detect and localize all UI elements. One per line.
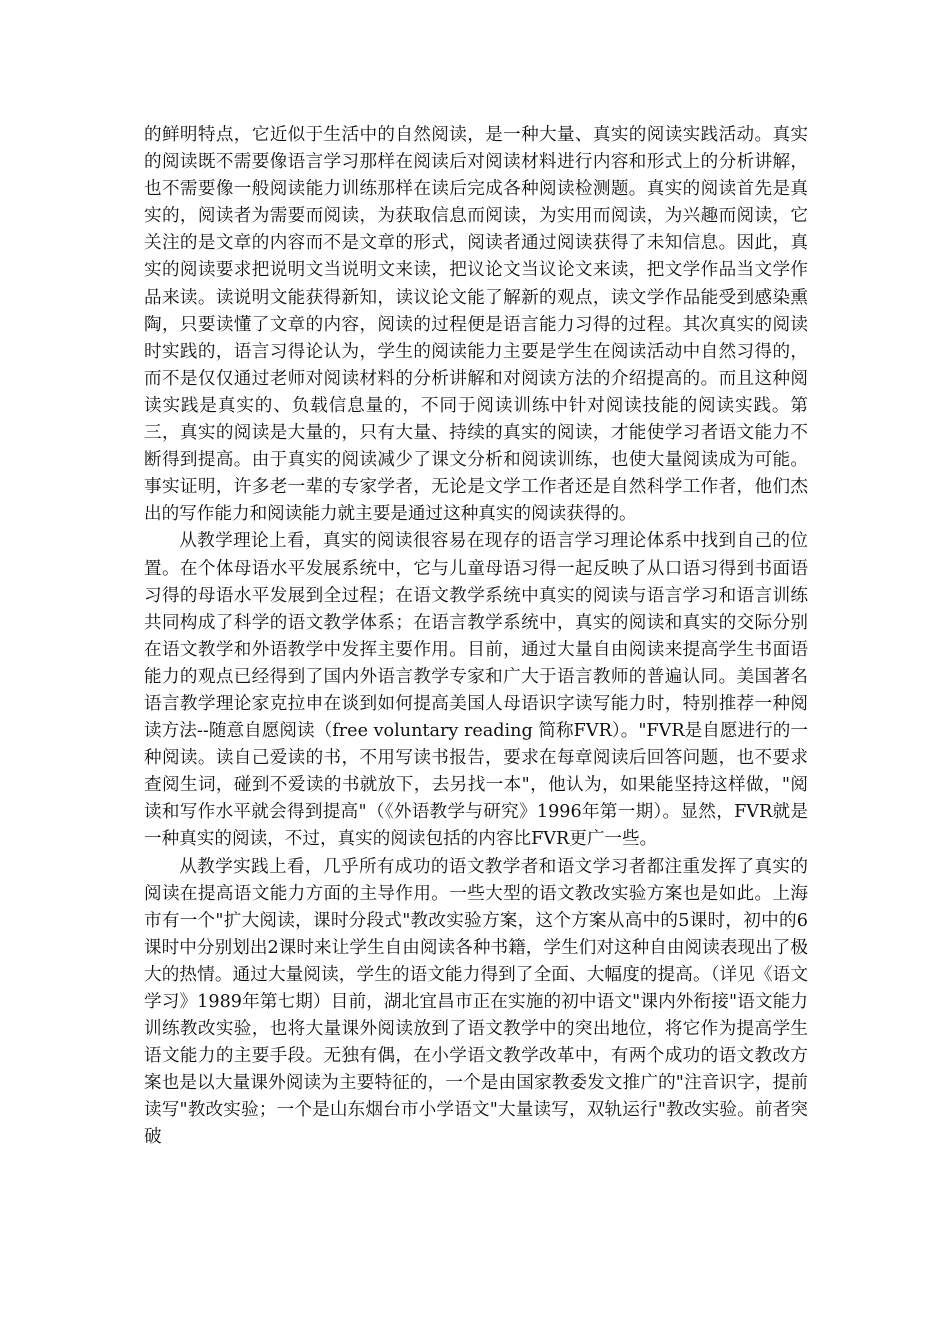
- paragraph: 的鲜明特点，它近似于生活中的自然阅读，是一种大量、真实的阅读实践活动。真实的阅读既不需要像语言学习那样在阅读后对阅读材料进行内容和形式上的分析讲解，也不需要像一般阅读能力训练那样在读后完成各种阅读检测题。真实的阅读首先是真实的，阅读者为需要而阅读，为获取信息而阅读，为实用而阅读，为兴趣而阅读，它关注的是文章的内容而不是文章的形式，阅读者通过阅读获得了未知信息。因此，真实的阅读要求把说明文当说明文来读，把议论文当议论文来读，把文学作品当文学作品来读。读说明文能获得新知，读议论文能了解新的观点，读文学作品能受到感染熏陶，只要读懂了文章的内容，阅读的过程便是语言能力习得的过程。其次真实的阅读时实践的，语言习得论认为，学生的阅读能力主要是学生在阅读活动中自然习得的，而不是仅仅通过老师对阅读材料的分析讲解和对阅读方法的介绍提高的。而且这种阅读实践是真实的、负载信息量的，不同于阅读训练中针对阅读技能的阅读实践。第三，真实的阅读是大量的，只有大量、持续的真实的阅读，才能使学习者语文能力不断得到提高。由于真实的阅读减少了课文分析和阅读训练，也使大量阅读成为可能。事实证明，许多老一辈的专家学者，无论是文学工作者还是自然科学工作者，他们杰出的写作能力和阅读能力就主要是通过这种真实的阅读获得的。: [144, 125, 808, 525]
- paragraph: 从教学实践上看，几乎所有成功的语文教学者和语文学习者都注重发挥了真实的阅读在提高语文能力方面的主导作用。一些大型的语文教改实验方案也是如此。上海市有一个"扩大阅读，课时分段式"教改实验方案，这个方案从高中的5课时，初中的6课时中分别划出2课时来让学生自由阅读各种书籍，学生们对这种自由阅读表现出了极大的热情。通过大量阅读，学生的语文能力得到了全面、大幅度的提高。（详见《语文学习》1989年第七期）目前，湖北宜昌市正在实施的初中语文"课内外衔接"语文能力训练教改实验，也将大量课外阅读放到了语文教学中的突出地位，将它作为提高学生语文能力的主要手段。无独有偶，在小学语文教学改革中，有两个成功的语文教改方案也是以大量课外阅读为主要特征的，一个是由国家教委发文推广的"注音识字，提前读写"教改实验；一个是山东烟台市小学语文"大量读写，双轨运行"教改实验。前者突破: [144, 856, 808, 1148]
- paragraph: 从教学理论上看，真实的阅读很容易在现存的语言学习理论体系中找到自己的位置。在个体母语水平发展系统中，它与儿童母语习得一起反映了从口语习得到书面语习得的母语水平发展到全过程；在语文教学系统中真实的阅读与语言学习和语言训练共同构成了科学的语文教学体系；在语言教学系统中，真实的阅读和真实的交际分别在语文教学和外语教学中发挥主要作用。目前，通过大量自由阅读来提高学生书面语能力的观点已经得到了国内外语言教学专家和广大于语言教师的普遍认同。美国著名语言教学理论家克拉申在谈到如何提高美国人母语识字读写能力时，特别推荐一种阅读方法--随意自愿阅读（free voluntary reading 简称FVR）。"FVR是自愿进行的一种阅读。读自己爱读的书，不用写读书报告，要求在每章阅读后回答问题，也不要求查阅生词，碰到不爱读的书就放下，去另找一本"，他认为，如果能坚持这样做，"阅读和写作水平就会得到提高"（《外语教学与研究》1996年第一期）。显然，FVR就是一种真实的阅读，不过，真实的阅读包括的内容比FVR更广一些。: [144, 531, 808, 850]
- document-page: [144, 122, 808, 1152]
